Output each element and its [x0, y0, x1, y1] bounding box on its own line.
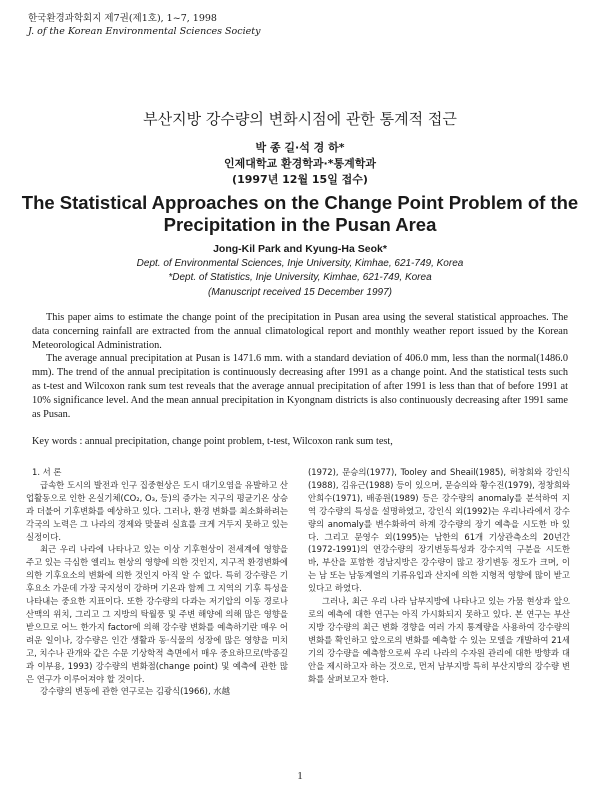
abstract-paragraph: The average annual precipitation at Pusan is 1471.6 mm. with a standard deviation of 406.0 mm, less than the normal(1486.0 mm). The trend of the annual precipitation is continuously decreasing after 1991 as a change point. And the statistical tests such as t-test and Wilcoxon rank sum test reveals that the average annual precipitation of after 1991 is less than that of before 1991 at 10% significance level. And the mean annual precipitation in Kyongnam districts is also continuously decreasing after 1991 same as Pusan. — [32, 353, 568, 420]
title-english: The Statistical Approaches on the Change Point Problem of the Precipitation in the Pusan Area — [21, 192, 579, 235]
body-paragraph: (1972), 문승의(1977), Tooley and Sheail(1985), 허창회와 강인식(1988), 김유근(1988) 등이 있으며, 문승의와 황수진(1979), 정창희와 안희수(1971), 배종원(1989) 등은 강수량의 anomaly를 분석하여 지역 강수량의 특성을 설명하였고, 강인식 외(1992)는 우리나라에서 강수량의 anomaly를 변수화하여 하계 강수량의 장기 예측을 시도한 바 있다. 그리고 문영수 외(1995)는 남한의 61개 기상관측소의 20년간(1972-1991)의 연강수량의 장기변동특성과 강수지역 구분을 시도한 바, 부산을 포함한 경남지방은 강수량이 많고 장기변동 정도가 크며, 이는 남 또는 남동계열의 기류유입과 산지에 의한 지형적 영향에 많이 받고 있다고 하였다. — [308, 467, 570, 594]
body-column-left — [26, 466, 288, 698]
korean-author-block — [0, 140, 600, 188]
abstract-paragraph: This paper aims to estimate the change point of the precipitation in Pusan area using the several statistical approaches. The data concerning rainfall are extracted from the annual climatological report and monthly weather report issued by the Korean Meteorological Administration. — [32, 312, 568, 351]
journal-citation-ko: 한국환경과학회지 제7권(제1호), 1~7, 1998 — [28, 13, 217, 24]
body-paragraph: 최근 우리 나라에 나타나고 있는 이상 기후현상이 전세계에 영향을 주고 있는 극심한 엘리뇨 현상의 영향에 의한 것인지, 지구적 환경변화에 의한 기후요소의 변화에 의한 것인지 아직 알 수 없다. 특히 강수량은 기후요소 가운데 가장 국지성이 강하며 기온과 함께 그 지역의 기후 특성을 나타내는 중요한 지표이다. 또한 강수량의 다과는 저기압의 이동 경로나 산맥의 위치, 그리고 그 지방의 탁월풍 및 주변 해양에 의해 많은 영향을 받으므로 어느 한가지 factor에 의해 강수량 변화를 예측하기란 매우 어려운 일이나, 강수량은 인간 생활과 동·식물의 성장에 많은 영향을 미치고, 치수나 관개와 같은 수문 기상학적 측면에서 매우 중요하므로(박종길과 이부용, 1993) 강수량의 변화점(change point) 및 예측에 관한 많은 연구가 이루어져야 할 것이다. — [26, 544, 288, 684]
journal-header — [28, 12, 260, 38]
english-author-block — [0, 242, 600, 300]
authors-english: Jong-Kil Park and Kyung-Ha Seok* — [213, 243, 387, 255]
manuscript-received: (Manuscript received 15 December 1997) — [208, 286, 392, 298]
authors-korean: 박 종 길·석 경 하* — [255, 141, 345, 154]
affiliation-korean: 인제대학교 환경학과·*통계학과 — [224, 157, 376, 170]
body-paragraph: 강수량의 변동에 관한 연구로는 김광식(1966), 水越 — [40, 686, 231, 697]
page-number: 1 — [297, 770, 303, 782]
section-heading: 1. 서 론 — [32, 467, 62, 477]
journal-name-en: J. of the Korean Environmental Sciences Society — [28, 26, 261, 37]
abstract — [32, 311, 568, 421]
affiliation-line: Dept. of Environmental Sciences, Inje University, Kimhae, 621-749, Korea — [136, 257, 464, 269]
body-paragraph: 급속한 도시의 발전과 인구 집중현상은 도시 대기오염을 유발하고 산업활동으로 인한 온실기체(CO₂, O₃, 등)의 증가는 지구의 평균기온 상승과 더불어 기후변화를 예상하고 있다. 그러나, 환경 변화를 최소화하려는 각국의 노력은 그 나라의 경제와 맞물려 실효를 크게 거두지 못하고 있는 실정이다. — [26, 479, 288, 542]
affiliation-line: *Dept. of Statistics, Inje University, Kimhae, 621-749, Korea — [168, 272, 432, 283]
keywords: Key words : annual precipitation, change point problem, t-test, Wilcoxon rank sum test, — [32, 436, 393, 447]
body-paragraph: 그러나, 최근 우리 나라 남부지방에 나타나고 있는 가뭄 현상과 앞으로의 예측에 대한 연구는 아직 가시화되지 못하고 있다. 본 연구는 부산 지방 강수량의 최근 변화 경향을 여러 가지 통계량을 사용하여 강수량의 변화를 확인하고 앞으로의 변화를 예측할 수 있는 모델을 개발하여 21세기의 강수량을 예측함으로써 우리 나라의 수자원 관리에 대한 방향과 대안을 제시하고자 하는 것으로, 먼저 남부지방 특히 부산지방의 강수량 변화를 살펴보고자 한다. — [308, 596, 570, 684]
body-column-right — [308, 466, 570, 685]
title-korean: 부산지방 강수량의 변화시점에 관한 통계적 접근 — [143, 110, 457, 128]
received-korean: (1997년 12월 15일 접수) — [232, 173, 368, 186]
